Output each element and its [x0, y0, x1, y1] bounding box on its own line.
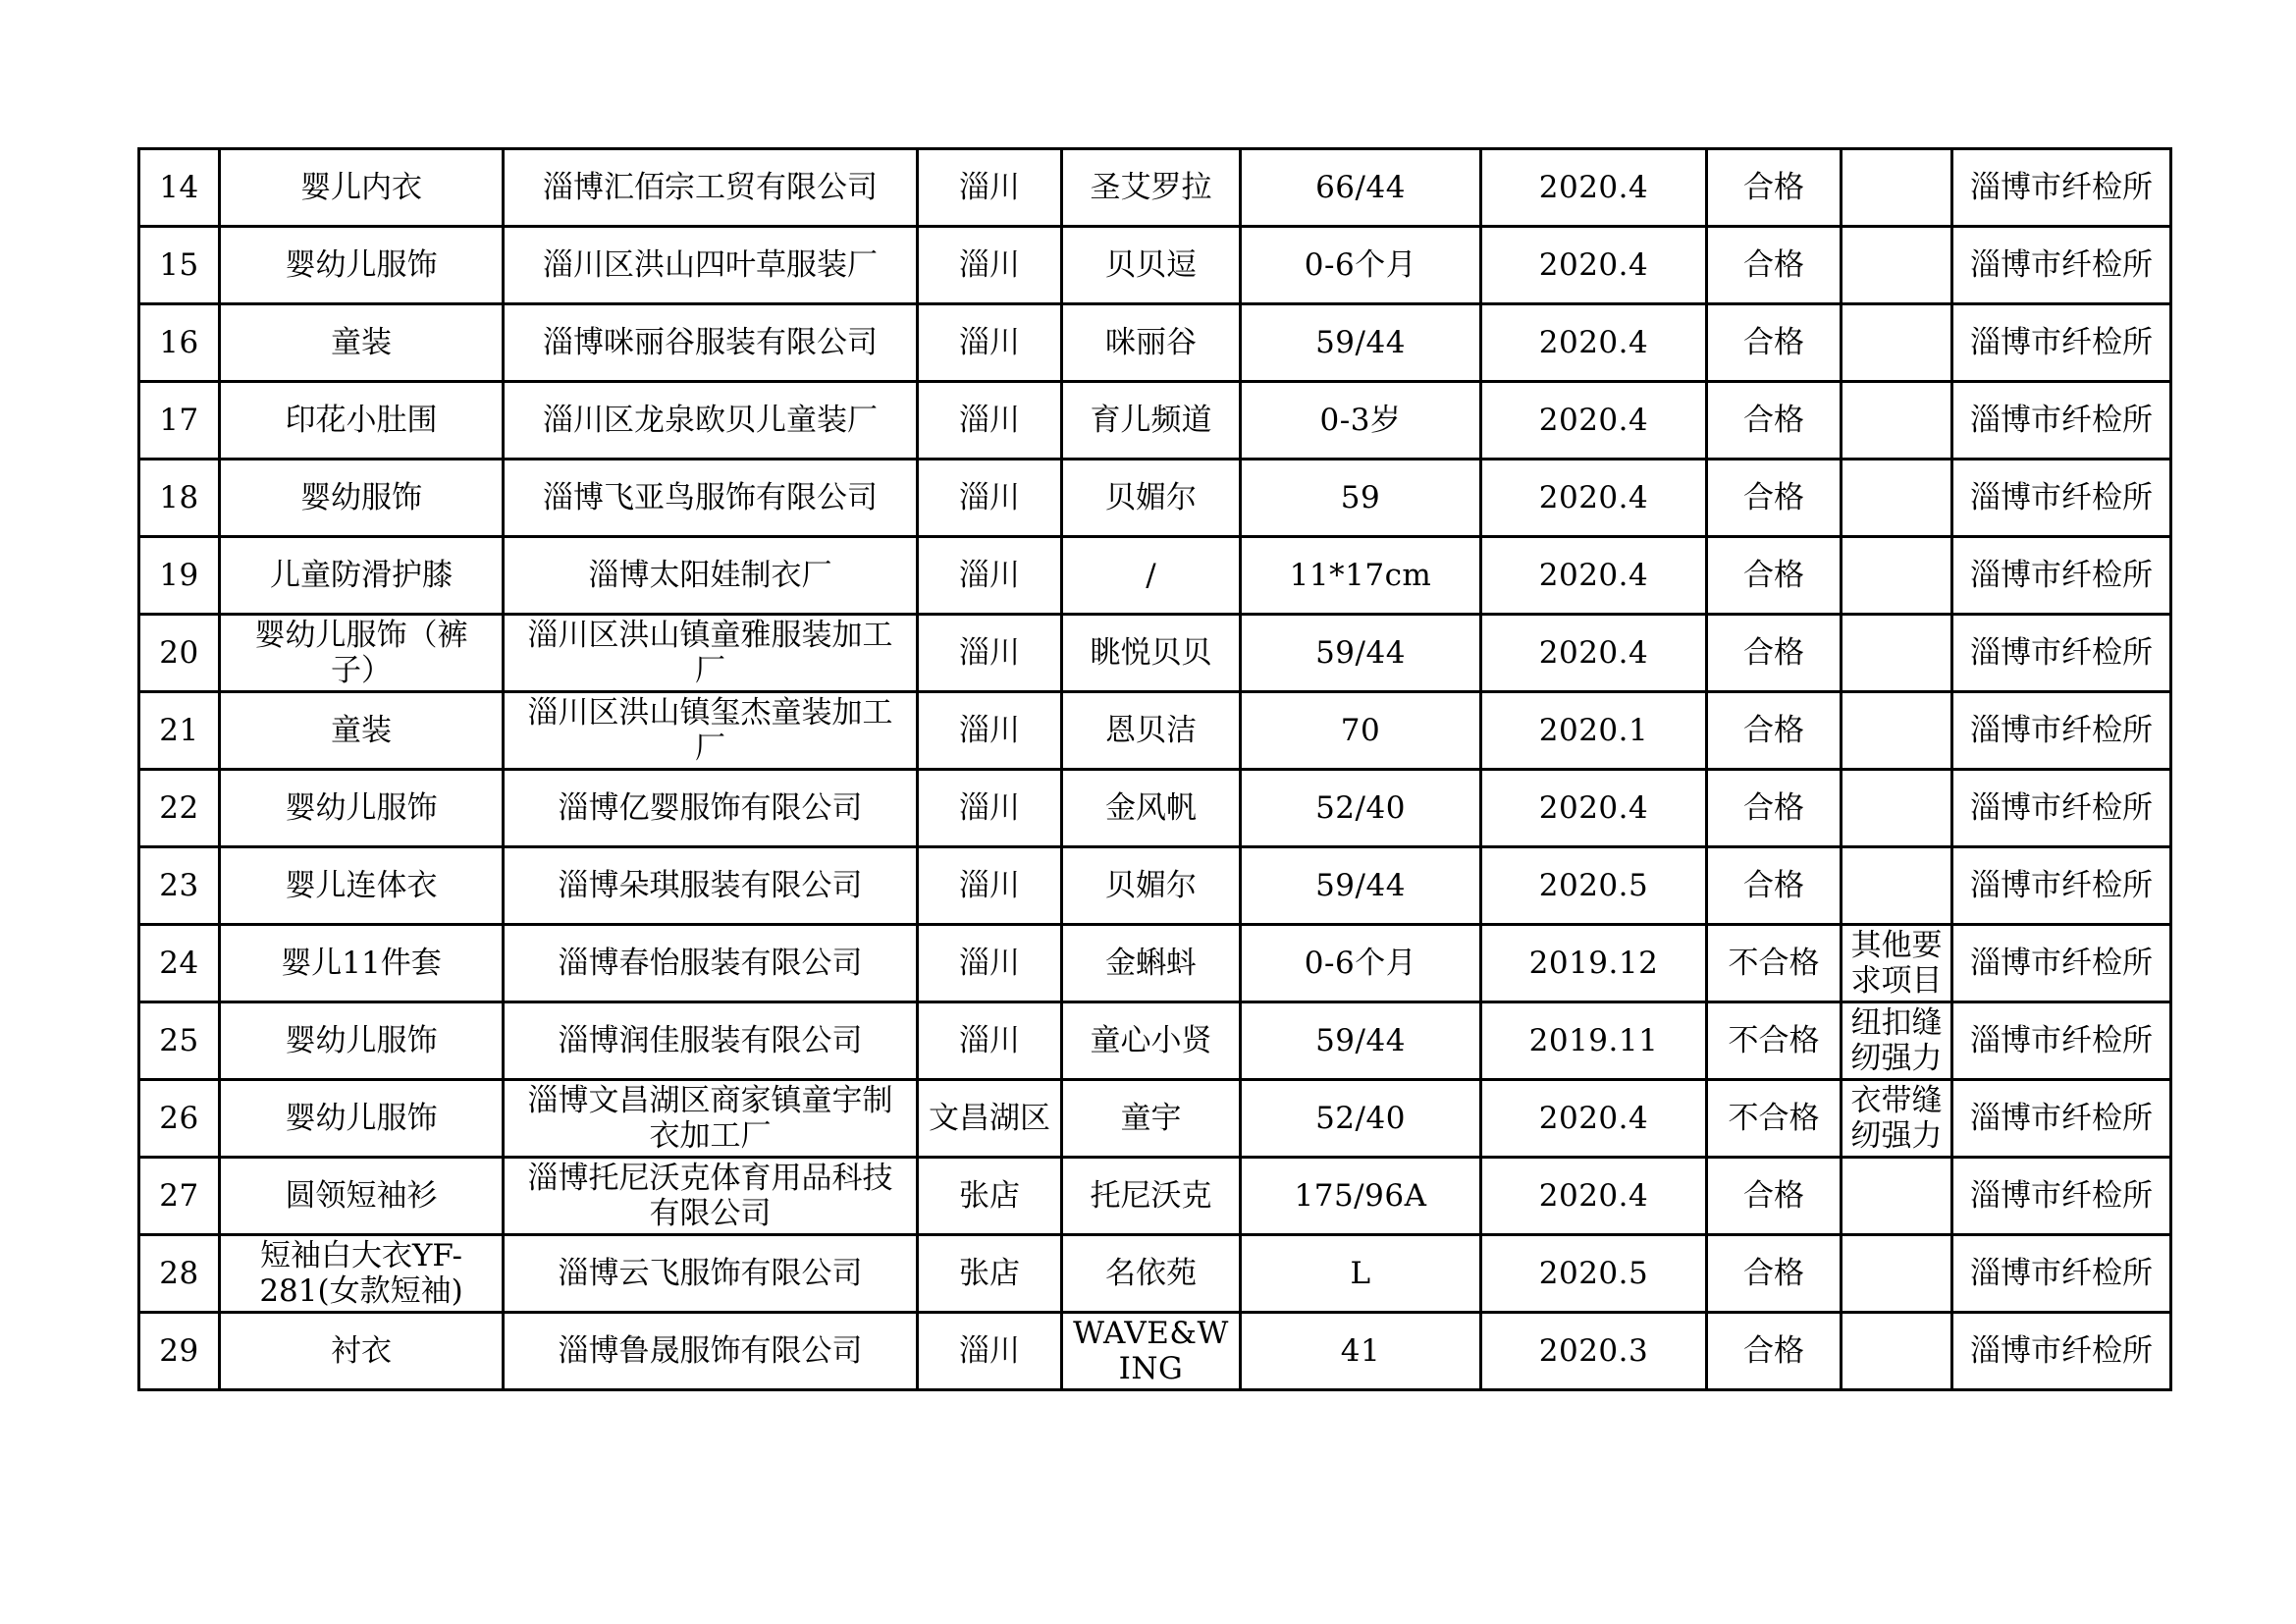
table-row — [139, 1313, 2171, 1390]
cell-region: 淄川 — [918, 770, 1062, 847]
cell-testing-agency: 淄博市纤检所 — [1952, 149, 2171, 227]
cell-company-name: 淄博春怡服装有限公司 — [504, 925, 918, 1002]
cell-region: 淄川 — [918, 537, 1062, 615]
cell-brand: 贝贝逗 — [1062, 227, 1241, 304]
table-row — [139, 1158, 2171, 1235]
cell-company-name: 淄川区龙泉欧贝儿童装厂 — [504, 382, 918, 460]
table-row — [139, 382, 2171, 460]
cell-production-date: 2020.4 — [1481, 615, 1707, 692]
cell-specification: 59 — [1241, 460, 1481, 537]
cell-inspection-result: 合格 — [1707, 149, 1842, 227]
cell-failed-item — [1842, 770, 1952, 847]
cell-failed-item — [1842, 537, 1952, 615]
cell-failed-item — [1842, 382, 1952, 460]
cell-production-date: 2020.5 — [1481, 1235, 1707, 1313]
cell-region: 张店 — [918, 1235, 1062, 1313]
cell-company-name: 淄博咪丽谷服装有限公司 — [504, 304, 918, 382]
cell-company-name: 淄博鲁晟服饰有限公司 — [504, 1313, 918, 1390]
cell-brand: 咪丽谷 — [1062, 304, 1241, 382]
cell-production-date: 2020.4 — [1481, 770, 1707, 847]
cell-serial-number: 18 — [139, 460, 220, 537]
cell-inspection-result: 合格 — [1707, 382, 1842, 460]
cell-product-name: 童装 — [220, 692, 504, 770]
cell-testing-agency: 淄博市纤检所 — [1952, 692, 2171, 770]
cell-serial-number: 22 — [139, 770, 220, 847]
table-row — [139, 227, 2171, 304]
cell-brand: 童宇 — [1062, 1080, 1241, 1158]
cell-testing-agency: 淄博市纤检所 — [1952, 1080, 2171, 1158]
cell-product-name: 婴儿连体衣 — [220, 847, 504, 925]
cell-serial-number: 29 — [139, 1313, 220, 1390]
cell-production-date: 2020.4 — [1481, 1158, 1707, 1235]
cell-production-date: 2019.12 — [1481, 925, 1707, 1002]
cell-serial-number: 20 — [139, 615, 220, 692]
cell-production-date: 2020.4 — [1481, 537, 1707, 615]
cell-failed-item: 衣带缝 纫强力 — [1842, 1080, 1952, 1158]
cell-brand: / — [1062, 537, 1241, 615]
cell-inspection-result: 不合格 — [1707, 1080, 1842, 1158]
cell-production-date: 2020.3 — [1481, 1313, 1707, 1390]
cell-region: 文昌湖区 — [918, 1080, 1062, 1158]
cell-production-date: 2020.4 — [1481, 1080, 1707, 1158]
cell-failed-item — [1842, 615, 1952, 692]
cell-product-name: 衬衣 — [220, 1313, 504, 1390]
cell-production-date: 2020.4 — [1481, 382, 1707, 460]
cell-region: 淄川 — [918, 1313, 1062, 1390]
cell-testing-agency: 淄博市纤检所 — [1952, 770, 2171, 847]
cell-region: 淄川 — [918, 304, 1062, 382]
cell-company-name: 淄博太阳娃制衣厂 — [504, 537, 918, 615]
cell-production-date: 2020.4 — [1481, 149, 1707, 227]
cell-product-name: 婴幼儿服饰 — [220, 1002, 504, 1080]
table-row — [139, 1080, 2171, 1158]
cell-production-date: 2019.11 — [1481, 1002, 1707, 1080]
inspection-results-table — [137, 147, 2172, 1391]
cell-testing-agency: 淄博市纤检所 — [1952, 615, 2171, 692]
cell-serial-number: 16 — [139, 304, 220, 382]
cell-failed-item — [1842, 227, 1952, 304]
cell-product-name: 印花小肚围 — [220, 382, 504, 460]
cell-inspection-result: 合格 — [1707, 615, 1842, 692]
cell-brand: WAVE&WING — [1062, 1313, 1241, 1390]
cell-region: 淄川 — [918, 460, 1062, 537]
cell-serial-number: 14 — [139, 149, 220, 227]
cell-specification: L — [1241, 1235, 1481, 1313]
cell-region: 淄川 — [918, 227, 1062, 304]
cell-failed-item — [1842, 304, 1952, 382]
cell-region: 淄川 — [918, 847, 1062, 925]
cell-inspection-result: 合格 — [1707, 227, 1842, 304]
cell-testing-agency: 淄博市纤检所 — [1952, 1158, 2171, 1235]
cell-brand: 金风帆 — [1062, 770, 1241, 847]
table-row — [139, 304, 2171, 382]
cell-product-name: 婴幼儿服饰 — [220, 770, 504, 847]
cell-region: 淄川 — [918, 615, 1062, 692]
cell-inspection-result: 合格 — [1707, 770, 1842, 847]
cell-testing-agency: 淄博市纤检所 — [1952, 847, 2171, 925]
cell-specification: 52/40 — [1241, 1080, 1481, 1158]
table-row — [139, 692, 2171, 770]
cell-company-name: 淄川区洪山镇玺杰童装加工 厂 — [504, 692, 918, 770]
cell-brand: 贝媚尔 — [1062, 847, 1241, 925]
cell-testing-agency: 淄博市纤检所 — [1952, 1313, 2171, 1390]
table-row — [139, 925, 2171, 1002]
cell-specification: 0-3岁 — [1241, 382, 1481, 460]
cell-serial-number: 19 — [139, 537, 220, 615]
cell-company-name: 淄博朵琪服装有限公司 — [504, 847, 918, 925]
cell-product-name: 婴幼儿服饰（裤 子） — [220, 615, 504, 692]
cell-product-name: 婴儿11件套 — [220, 925, 504, 1002]
cell-region: 淄川 — [918, 1002, 1062, 1080]
cell-inspection-result: 合格 — [1707, 847, 1842, 925]
table-row — [139, 1002, 2171, 1080]
cell-serial-number: 26 — [139, 1080, 220, 1158]
cell-specification: 70 — [1241, 692, 1481, 770]
cell-brand: 圣艾罗拉 — [1062, 149, 1241, 227]
table-body — [139, 149, 2171, 1390]
cell-brand: 托尼沃克 — [1062, 1158, 1241, 1235]
cell-inspection-result: 不合格 — [1707, 1002, 1842, 1080]
cell-failed-item: 其他要 求项目 — [1842, 925, 1952, 1002]
cell-failed-item — [1842, 1235, 1952, 1313]
cell-testing-agency: 淄博市纤检所 — [1952, 304, 2171, 382]
table-row — [139, 537, 2171, 615]
cell-product-name: 婴幼服饰 — [220, 460, 504, 537]
cell-specification: 59/44 — [1241, 1002, 1481, 1080]
cell-failed-item: 纽扣缝 纫强力 — [1842, 1002, 1952, 1080]
cell-testing-agency: 淄博市纤检所 — [1952, 227, 2171, 304]
cell-specification: 11*17cm — [1241, 537, 1481, 615]
table-row — [139, 847, 2171, 925]
cell-serial-number: 28 — [139, 1235, 220, 1313]
cell-company-name: 淄博托尼沃克体育用品科技 有限公司 — [504, 1158, 918, 1235]
cell-serial-number: 17 — [139, 382, 220, 460]
table-row — [139, 615, 2171, 692]
cell-region: 淄川 — [918, 692, 1062, 770]
cell-brand: 金蝌蚪 — [1062, 925, 1241, 1002]
cell-specification: 0-6个月 — [1241, 925, 1481, 1002]
cell-company-name: 淄博飞亚鸟服饰有限公司 — [504, 460, 918, 537]
cell-inspection-result: 合格 — [1707, 537, 1842, 615]
cell-company-name: 淄博云飞服饰有限公司 — [504, 1235, 918, 1313]
cell-specification: 41 — [1241, 1313, 1481, 1390]
cell-region: 淄川 — [918, 149, 1062, 227]
cell-brand: 育儿频道 — [1062, 382, 1241, 460]
cell-brand: 眺悦贝贝 — [1062, 615, 1241, 692]
cell-serial-number: 21 — [139, 692, 220, 770]
cell-specification: 0-6个月 — [1241, 227, 1481, 304]
cell-brand: 名依苑 — [1062, 1235, 1241, 1313]
cell-serial-number: 25 — [139, 1002, 220, 1080]
cell-production-date: 2020.4 — [1481, 304, 1707, 382]
cell-serial-number: 15 — [139, 227, 220, 304]
cell-inspection-result: 合格 — [1707, 692, 1842, 770]
cell-product-name: 儿童防滑护膝 — [220, 537, 504, 615]
cell-testing-agency: 淄博市纤检所 — [1952, 1002, 2171, 1080]
cell-region: 张店 — [918, 1158, 1062, 1235]
cell-inspection-result: 合格 — [1707, 460, 1842, 537]
cell-production-date: 2020.4 — [1481, 460, 1707, 537]
cell-failed-item — [1842, 460, 1952, 537]
cell-inspection-result: 合格 — [1707, 1313, 1842, 1390]
cell-region: 淄川 — [918, 925, 1062, 1002]
cell-production-date: 2020.1 — [1481, 692, 1707, 770]
cell-product-name: 婴幼儿服饰 — [220, 227, 504, 304]
cell-testing-agency: 淄博市纤检所 — [1952, 382, 2171, 460]
table-row — [139, 149, 2171, 227]
cell-failed-item — [1842, 149, 1952, 227]
cell-product-name: 婴幼儿服饰 — [220, 1080, 504, 1158]
cell-inspection-result: 合格 — [1707, 1158, 1842, 1235]
cell-company-name: 淄川区洪山镇童雅服装加工 厂 — [504, 615, 918, 692]
cell-specification: 59/44 — [1241, 847, 1481, 925]
cell-production-date: 2020.5 — [1481, 847, 1707, 925]
cell-inspection-result: 不合格 — [1707, 925, 1842, 1002]
cell-specification: 59/44 — [1241, 304, 1481, 382]
cell-serial-number: 23 — [139, 847, 220, 925]
cell-failed-item — [1842, 692, 1952, 770]
cell-testing-agency: 淄博市纤检所 — [1952, 537, 2171, 615]
cell-specification: 175/96A — [1241, 1158, 1481, 1235]
table-row — [139, 460, 2171, 537]
cell-company-name: 淄博汇佰宗工贸有限公司 — [504, 149, 918, 227]
cell-product-name: 圆领短袖衫 — [220, 1158, 504, 1235]
cell-serial-number: 27 — [139, 1158, 220, 1235]
cell-product-name: 婴儿内衣 — [220, 149, 504, 227]
cell-inspection-result: 合格 — [1707, 304, 1842, 382]
cell-company-name: 淄川区洪山四叶草服装厂 — [504, 227, 918, 304]
cell-specification: 66/44 — [1241, 149, 1481, 227]
cell-production-date: 2020.4 — [1481, 227, 1707, 304]
cell-serial-number: 24 — [139, 925, 220, 1002]
cell-failed-item — [1842, 1158, 1952, 1235]
table-row — [139, 1235, 2171, 1313]
cell-product-name: 短袖白大衣YF- 281(女款短袖) — [220, 1235, 504, 1313]
cell-company-name: 淄博文昌湖区商家镇童宇制 衣加工厂 — [504, 1080, 918, 1158]
cell-brand: 童心小贤 — [1062, 1002, 1241, 1080]
table-row — [139, 770, 2171, 847]
cell-product-name: 童装 — [220, 304, 504, 382]
cell-testing-agency: 淄博市纤检所 — [1952, 925, 2171, 1002]
cell-failed-item — [1842, 847, 1952, 925]
cell-region: 淄川 — [918, 382, 1062, 460]
cell-specification: 52/40 — [1241, 770, 1481, 847]
cell-company-name: 淄博润佳服装有限公司 — [504, 1002, 918, 1080]
cell-brand: 贝媚尔 — [1062, 460, 1241, 537]
cell-brand: 恩贝洁 — [1062, 692, 1241, 770]
cell-specification: 59/44 — [1241, 615, 1481, 692]
cell-testing-agency: 淄博市纤检所 — [1952, 1235, 2171, 1313]
cell-failed-item — [1842, 1313, 1952, 1390]
cell-inspection-result: 合格 — [1707, 1235, 1842, 1313]
cell-company-name: 淄博亿婴服饰有限公司 — [504, 770, 918, 847]
cell-testing-agency: 淄博市纤检所 — [1952, 460, 2171, 537]
